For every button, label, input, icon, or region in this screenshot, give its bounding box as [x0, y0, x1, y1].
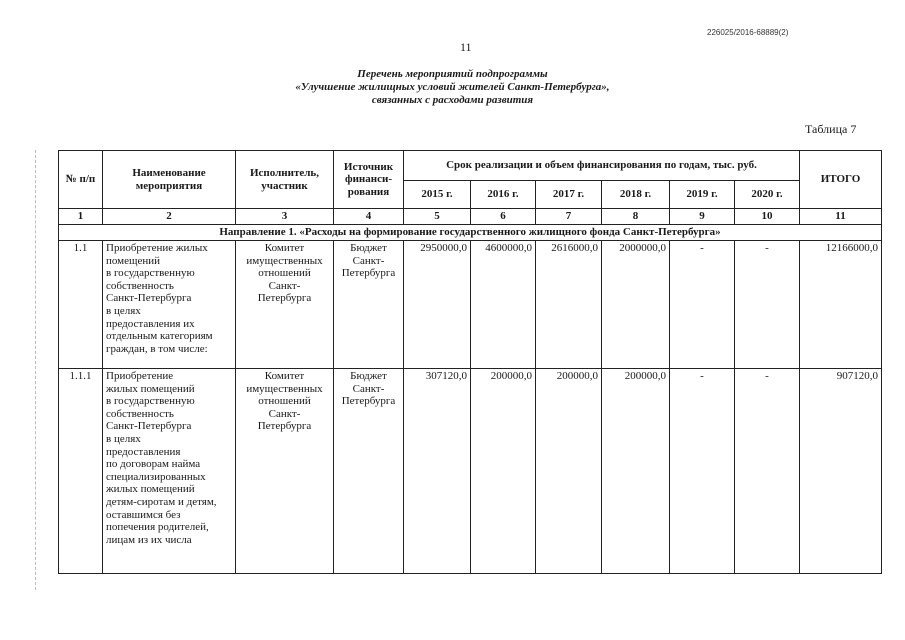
section-heading: Направление 1. «Расходы на формирование государственного жилищного фонда Санкт-Петербурга» — [59, 225, 882, 241]
table-row — [59, 369, 882, 574]
row-number: 1.1 — [59, 241, 103, 369]
header-year-2015: 2015 г. — [404, 181, 471, 209]
header-total: ИТОГО — [800, 151, 882, 209]
header-funding-source: Источник финанси-рования — [334, 151, 404, 209]
column-number: 1 — [59, 209, 103, 225]
value-2018: 2000000,0 — [602, 241, 670, 369]
scan-margin-line — [35, 150, 36, 590]
header-year-2016: 2016 г. — [471, 181, 536, 209]
header-year-2018: 2018 г. — [602, 181, 670, 209]
header-row-1 — [59, 151, 882, 181]
column-number: 11 — [800, 209, 882, 225]
column-numbers-row — [59, 209, 882, 225]
column-number: 7 — [536, 209, 602, 225]
value-2020: - — [735, 241, 800, 369]
value-2017: 200000,0 — [536, 369, 602, 574]
value-2017: 2616000,0 — [536, 241, 602, 369]
value-total: 907120,0 — [800, 369, 882, 574]
page-number: 11 — [460, 40, 472, 54]
column-number: 3 — [236, 209, 334, 225]
value-2015: 2950000,0 — [404, 241, 471, 369]
value-2018: 200000,0 — [602, 369, 670, 574]
value-2020: - — [735, 369, 800, 574]
column-number: 8 — [602, 209, 670, 225]
header-year-2019: 2019 г. — [670, 181, 735, 209]
value-2015: 307120,0 — [404, 369, 471, 574]
header-year-2017: 2017 г. — [536, 181, 602, 209]
column-number: 9 — [670, 209, 735, 225]
value-2016: 4600000,0 — [471, 241, 536, 369]
table-label: Таблица 7 — [805, 122, 857, 136]
column-number: 2 — [103, 209, 236, 225]
document-title-line-1: Перечень мероприятий подпрограммы — [357, 68, 548, 80]
row-number: 1.1.1 — [59, 369, 103, 574]
document-title-line-3: связанных с расходами развития — [371, 94, 534, 106]
measure-funding-source: Бюджет Санкт- Петербурга — [334, 369, 404, 574]
header-period: Срок реализации и объем финансирования по годам, тыс. руб. — [404, 151, 800, 181]
measures-table — [58, 150, 882, 574]
column-number: 6 — [471, 209, 536, 225]
measure-executor: Комитет имущественных отношений Санкт- Петербурга — [236, 241, 334, 369]
header-executor: Исполнитель, участник — [236, 151, 334, 209]
value-2019: - — [670, 369, 735, 574]
column-number: 10 — [735, 209, 800, 225]
measure-funding-source: Бюджет Санкт- Петербурга — [334, 241, 404, 369]
document-title-line-2: «Улучшение жилищных условий жителей Санкт-Петербурга», — [295, 81, 610, 93]
column-number: 4 — [334, 209, 404, 225]
measure-name: Приобретение жилых помещений в государственную собственность Санкт-Петербурга в целях предоставления их отдельным категориям граждан, в том числе: — [103, 241, 236, 369]
header-name: Наименование мероприятия — [103, 151, 236, 209]
header-year-2020: 2020 г. — [735, 181, 800, 209]
column-number: 5 — [404, 209, 471, 225]
measure-name: Приобретение жилых помещений в государственную собственность Санкт-Петербурга в целях предоставления по договорам найма специализированных жилых помещений детям-сиротам и детям, оставшимся без попечения родителей, лицам из их числа — [103, 369, 236, 574]
measure-executor: Комитет имущественных отношений Санкт- Петербурга — [236, 369, 334, 574]
value-2019: - — [670, 241, 735, 369]
value-total: 12166000,0 — [800, 241, 882, 369]
header-number: № п/п — [59, 151, 103, 209]
document-registration-number: 226025/2016-68889(2) — [707, 28, 789, 37]
value-2016: 200000,0 — [471, 369, 536, 574]
section-heading-row — [59, 225, 882, 241]
table-row — [59, 241, 882, 369]
